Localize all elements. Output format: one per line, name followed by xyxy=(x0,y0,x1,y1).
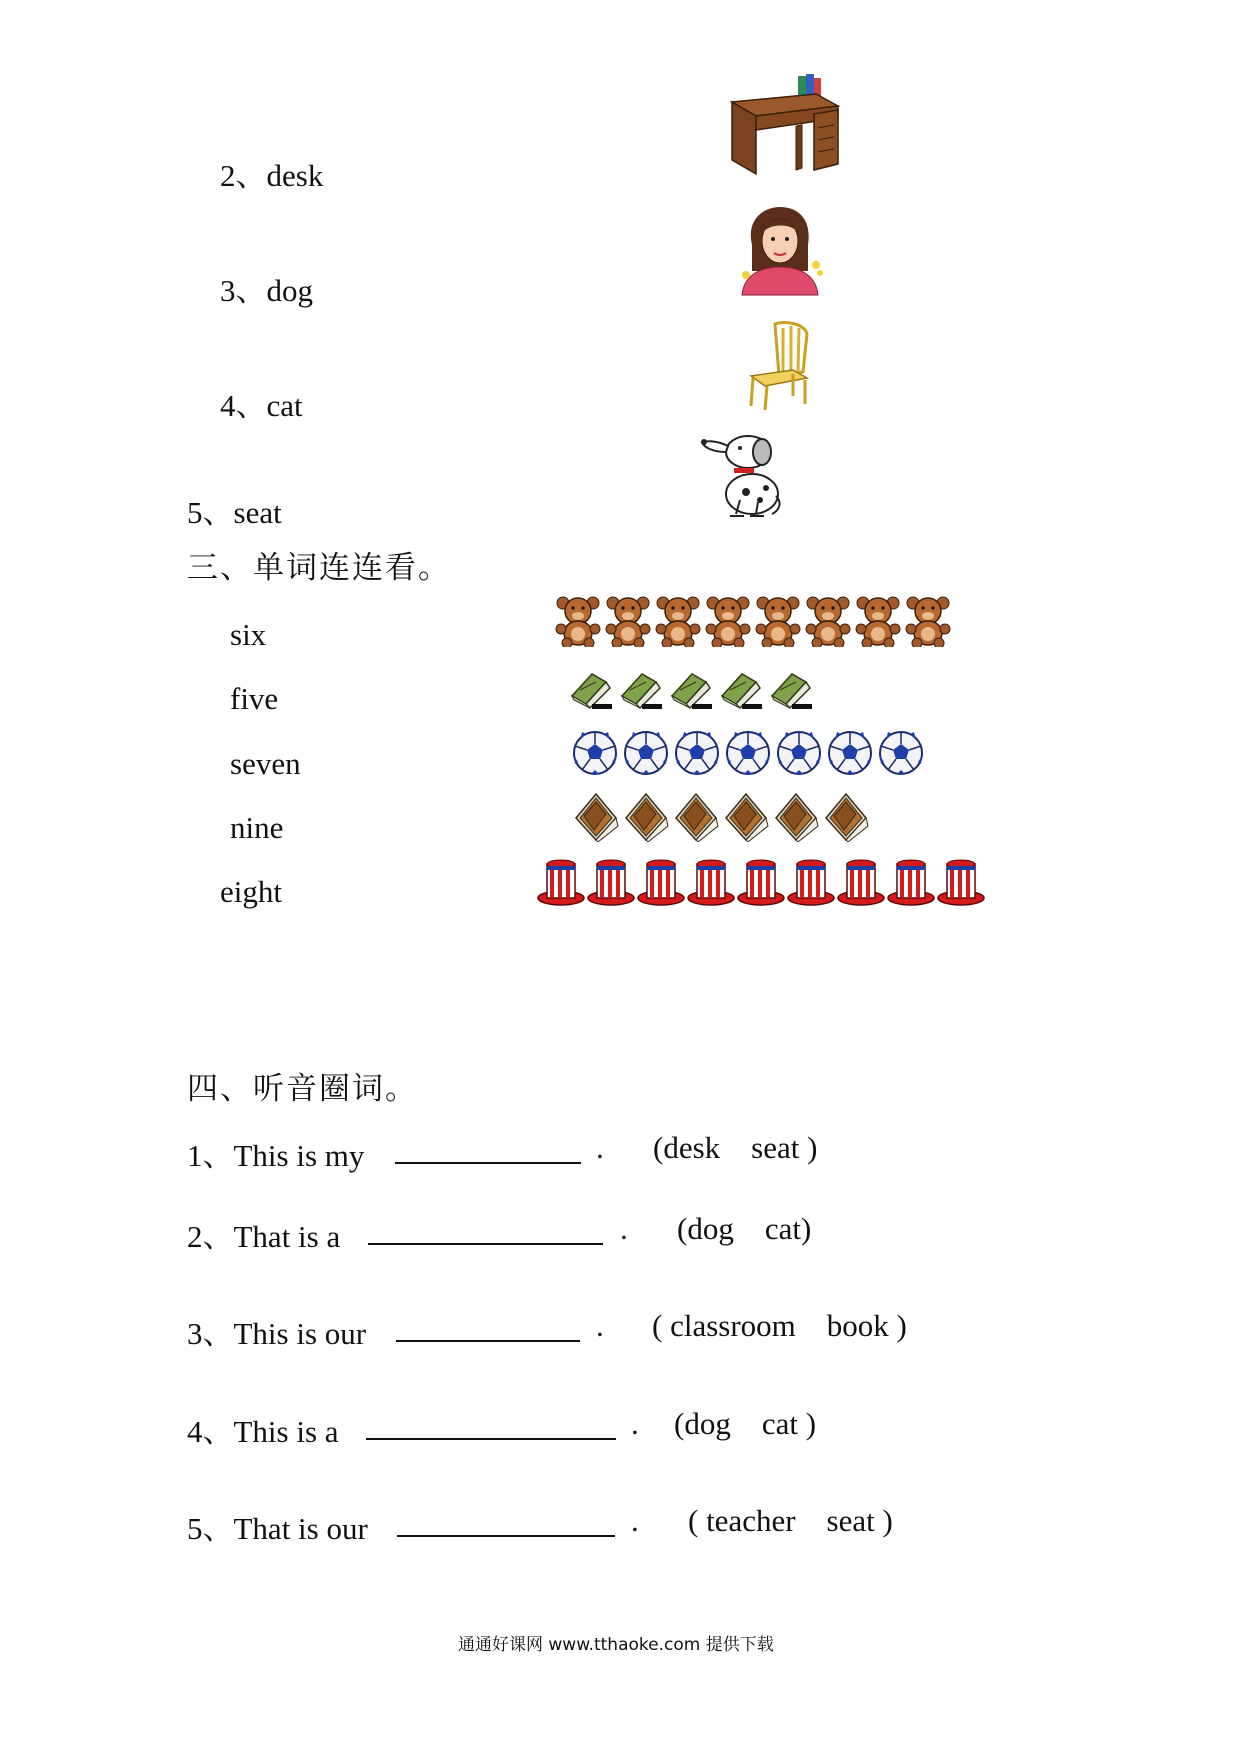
eraser-icon xyxy=(718,668,764,710)
answer-blank-1[interactable] xyxy=(395,1136,581,1164)
eraser-icon xyxy=(618,668,664,710)
item-word: cat xyxy=(266,388,303,423)
sentence-text: This is my xyxy=(233,1138,365,1173)
sentence-text: This is a xyxy=(233,1414,339,1449)
answer-blank-3[interactable] xyxy=(396,1314,580,1342)
part2-item-desk xyxy=(220,150,323,195)
soccer-ball-icon xyxy=(827,730,873,776)
hat-icon xyxy=(587,858,636,906)
part2-item-dog xyxy=(220,265,313,310)
sentence-number: 4、 xyxy=(187,1414,234,1449)
teddy-bear-icon xyxy=(705,595,751,647)
teddy-bear-icon xyxy=(605,595,651,647)
desk-icon xyxy=(730,72,840,180)
section3-title: 三、单词连连看。 xyxy=(187,550,451,585)
soccer-ball-icon xyxy=(674,730,720,776)
pencil-box-icon xyxy=(722,792,770,842)
word-choices-3[interactable]: ( classroom book ) xyxy=(652,1308,907,1343)
sentence-text: That is a xyxy=(233,1219,341,1254)
soccer-ball-icon xyxy=(623,730,669,776)
teddy-bear-icon xyxy=(805,595,851,647)
soccer-ball-icon xyxy=(725,730,771,776)
teddy-bear-icon xyxy=(905,595,951,647)
teddy-bear-icon xyxy=(555,595,601,647)
part2-item-seat xyxy=(187,487,282,532)
answer-blank-5[interactable] xyxy=(397,1509,615,1537)
hat-icon xyxy=(737,858,786,906)
sentence-text: This is our xyxy=(233,1316,367,1351)
sentence-text: That is our xyxy=(233,1511,368,1546)
soccer-ball-row xyxy=(572,730,924,776)
hat-icon xyxy=(687,858,736,906)
eraser-icon xyxy=(668,668,714,710)
hat-icon xyxy=(937,858,986,906)
sentence-period: . xyxy=(631,1503,639,1538)
teacher-icon xyxy=(738,205,824,295)
hat-icon xyxy=(837,858,886,906)
teddy-bear-icon xyxy=(855,595,901,647)
sentence-number: 2、 xyxy=(187,1219,234,1254)
item-number: 2、 xyxy=(220,158,267,193)
pencil-box-icon xyxy=(822,792,870,842)
sentence-number: 5、 xyxy=(187,1511,234,1546)
word-nine: nine xyxy=(230,810,284,845)
sentence-4 xyxy=(187,1406,339,1451)
item-word: seat xyxy=(233,495,282,530)
answer-blank-2[interactable] xyxy=(368,1217,603,1245)
sentence-2 xyxy=(187,1211,340,1256)
word-seven: seven xyxy=(230,746,301,781)
pencil-box-icon xyxy=(772,792,820,842)
hat-icon xyxy=(887,858,936,906)
chair-icon xyxy=(745,320,815,410)
hat-row xyxy=(537,858,986,906)
eraser-icon xyxy=(768,668,814,710)
pencil-box-icon xyxy=(622,792,670,842)
sentence-number: 1、 xyxy=(187,1138,234,1173)
sentence-period: . xyxy=(596,1130,604,1165)
soccer-ball-icon xyxy=(572,730,618,776)
word-choices-1[interactable]: (desk seat ) xyxy=(653,1130,818,1165)
sentence-number: 3、 xyxy=(187,1316,234,1351)
sentence-period: . xyxy=(631,1406,639,1441)
word-five: five xyxy=(230,681,279,716)
item-number: 4、 xyxy=(220,388,267,423)
item-word: desk xyxy=(266,158,324,193)
part2-item-cat xyxy=(220,380,303,425)
hat-icon xyxy=(537,858,586,906)
answer-blank-4[interactable] xyxy=(366,1412,616,1440)
word-choices-4[interactable]: (dog cat ) xyxy=(674,1406,817,1441)
footer-watermark: 通通好课网 www.tthaoke.com 提供下载 xyxy=(458,1635,774,1655)
section4-title: 四、听音圈词。 xyxy=(187,1071,418,1106)
sentence-3 xyxy=(187,1308,366,1353)
soccer-ball-icon xyxy=(776,730,822,776)
sentence-period: . xyxy=(620,1211,628,1246)
pencil-box-icon xyxy=(572,792,620,842)
word-choices-2[interactable]: (dog cat) xyxy=(677,1211,812,1246)
hat-icon xyxy=(787,858,836,906)
dog-icon xyxy=(700,430,790,518)
pencil-box-icon xyxy=(672,792,720,842)
item-number: 5、 xyxy=(187,495,234,530)
word-choices-5[interactable]: ( teacher seat ) xyxy=(688,1503,893,1538)
sentence-5 xyxy=(187,1503,368,1548)
word-eight: eight xyxy=(220,874,282,909)
hat-icon xyxy=(637,858,686,906)
eraser-row xyxy=(568,668,814,710)
soccer-ball-icon xyxy=(878,730,924,776)
teddy-bear-row xyxy=(555,595,951,647)
item-word: dog xyxy=(266,273,313,308)
sentence-1 xyxy=(187,1130,364,1175)
eraser-icon xyxy=(568,668,614,710)
item-number: 3、 xyxy=(220,273,267,308)
teddy-bear-icon xyxy=(755,595,801,647)
word-six: six xyxy=(230,617,267,652)
sentence-period: . xyxy=(596,1308,604,1343)
pencil-box-row xyxy=(572,792,870,842)
teddy-bear-icon xyxy=(655,595,701,647)
